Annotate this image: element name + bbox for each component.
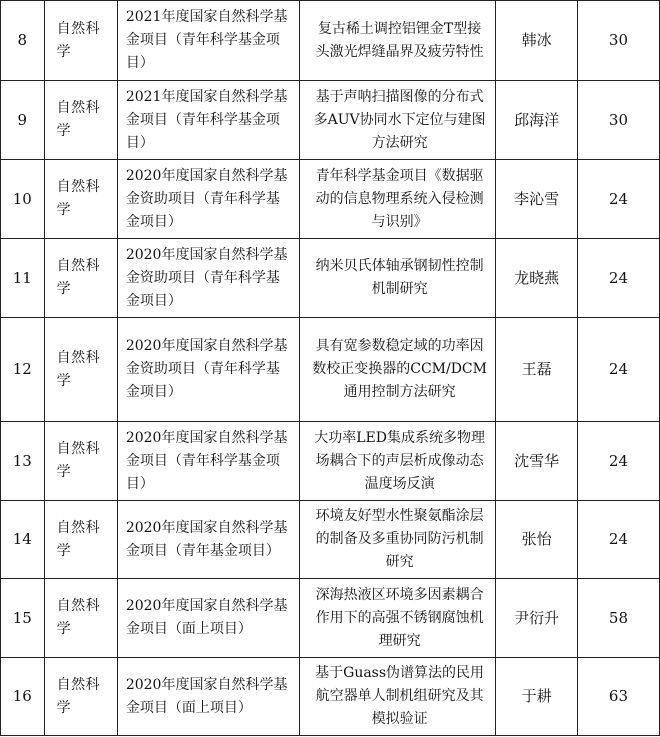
leader-cell: 邱海洋 [496, 81, 578, 160]
project-title-cell: 环境友好型水性聚氨酯涂层的制备及多重协同防污机制研究 [299, 501, 496, 579]
category-cell: 自然科学 [44, 1, 117, 81]
category-cell: 自然科学 [44, 658, 117, 736]
amount-cell: 24 [577, 501, 659, 579]
table-row [1, 658, 660, 736]
category-cell: 自然科学 [44, 160, 117, 239]
leader-cell: 沈雪华 [496, 422, 578, 501]
row-number: 16 [1, 658, 45, 736]
row-number: 15 [1, 579, 45, 658]
category-cell: 自然科学 [44, 579, 117, 658]
amount-cell: 24 [577, 239, 659, 318]
project-title-cell: 青年科学基金项目《数据驱动的信息物理系统入侵检测与识别》 [299, 160, 496, 239]
amount-cell: 24 [577, 160, 659, 239]
project-title-cell: 基于Guass伪谱算法的民用航空器单人制机组研究及其模拟验证 [299, 658, 496, 736]
leader-cell: 张怡 [496, 501, 578, 579]
category-cell: 自然科学 [44, 501, 117, 579]
category-cell: 自然科学 [44, 81, 117, 160]
project-title-cell: 大功率LED集成系统多物理场耦合下的声层析成像动态温度场反演 [299, 422, 496, 501]
leader-cell: 尹衍升 [496, 579, 578, 658]
category-cell: 自然科学 [44, 239, 117, 318]
project-source-cell: 2021年度国家自然科学基金项目（青年科学基金项目） [117, 1, 299, 81]
project-title-cell: 具有宽参数稳定域的功率因数校正变换器的CCM/DCM通用控制方法研究 [299, 318, 496, 422]
project-source-cell: 2020年度国家自然科学基金资助项目（青年科学基金项目） [117, 318, 299, 422]
row-number: 9 [1, 81, 45, 160]
table-row [1, 318, 660, 422]
table-row [1, 1, 660, 81]
category-cell: 自然科学 [44, 422, 117, 501]
project-source-cell: 2020年度国家自然科学基金项目（面上项目） [117, 579, 299, 658]
project-title-cell: 基于声呐扫描图像的分布式多AUV协同水下定位与建图方法研究 [299, 81, 496, 160]
category-cell: 自然科学 [44, 318, 117, 422]
project-source-cell: 2020年度国家自然科学基金项目（青年科学基金项目） [117, 422, 299, 501]
project-source-cell: 2020年度国家自然科学基金资助项目（青年科学基金项目） [117, 160, 299, 239]
table-row [1, 239, 660, 318]
row-number: 12 [1, 318, 45, 422]
row-number: 14 [1, 501, 45, 579]
project-source-cell: 2020年度国家自然科学基金项目（青年基金项目） [117, 501, 299, 579]
amount-cell: 24 [577, 318, 659, 422]
table-row [1, 501, 660, 579]
amount-cell: 30 [577, 81, 659, 160]
project-source-cell: 2020年度国家自然科学基金资助项目（青年科学基金项目） [117, 239, 299, 318]
row-number: 10 [1, 160, 45, 239]
project-title-cell: 复古稀土调控铝锂金T型接头激光焊缝晶界及疲劳特性 [299, 1, 496, 81]
amount-cell: 58 [577, 579, 659, 658]
project-source-cell: 2021年度国家自然科学基金项目（青年科学基金项目） [117, 81, 299, 160]
table-row [1, 160, 660, 239]
project-source-cell: 2020年度国家自然科学基金项目（面上项目） [117, 658, 299, 736]
leader-cell: 龙晓燕 [496, 239, 578, 318]
table-row [1, 579, 660, 658]
amount-cell: 30 [577, 1, 659, 81]
table-row [1, 422, 660, 501]
leader-cell: 于耕 [496, 658, 578, 736]
row-number: 11 [1, 239, 45, 318]
amount-cell: 24 [577, 422, 659, 501]
leader-cell: 韩冰 [496, 1, 578, 81]
project-title-cell: 纳米贝氏体轴承钢韧性控制机制研究 [299, 239, 496, 318]
leader-cell: 李沁雪 [496, 160, 578, 239]
leader-cell: 王磊 [496, 318, 578, 422]
row-number: 13 [1, 422, 45, 501]
amount-cell: 63 [577, 658, 659, 736]
table-row [1, 81, 660, 160]
project-title-cell: 深海热液区环境多因素耦合作用下的高强不锈钢腐蚀机理研究 [299, 579, 496, 658]
row-number: 8 [1, 1, 45, 81]
